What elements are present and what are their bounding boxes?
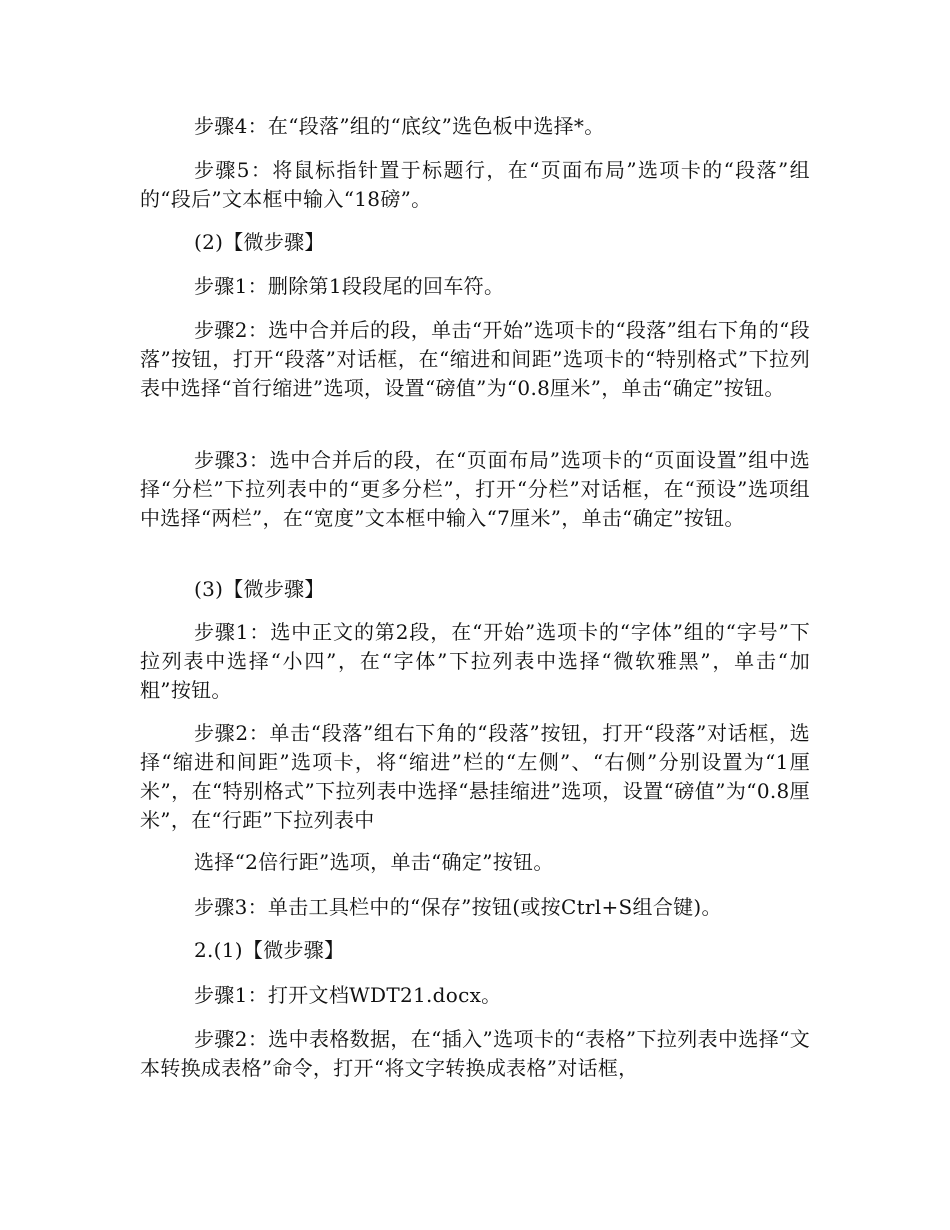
paragraph-step4-shading: 步骤4：在“段落”组的“底纹”选色板中选择*。: [194, 114, 605, 138]
paragraph-step3-columns: 步骤3：选中合并后的段，在“页面布局”选项卡的“页面设置”组中选择“分栏”下拉列表中的“更多分栏”，打开“分栏”对话框，在“预设”选项组中选择“两栏”，在“宽度”文本框中输入“7厘米”，单击“确定”按钮。: [140, 448, 810, 530]
paragraph-step3-save: 步骤3：单击工具栏中的“保存”按钮(或按Ctrl+S组合键)。: [194, 895, 722, 919]
paragraph-step1-delete-return: 步骤1：删除第1段段尾的回车符。: [194, 274, 505, 298]
paragraph-step2-first-line-indent: 步骤2：选中合并后的段，单击“开始”选项卡的“段落”组右下角的“段落”按钮，打开“段落”对话框，在“缩进和间距”选项卡的“特别格式”下拉列表中选择“首行缩进”选项，设置“磅值”为“0.8厘米”，单击“确定”按钮。: [140, 318, 810, 400]
paragraph-step2-hanging-indent: 步骤2：单击“段落”组右下角的“段落”按钮，打开“段落”对话框，选择“缩进和间距”选项卡，将“缩进”栏的“左侧”、“右侧”分别设置为“1厘米”，在“特别格式”下拉列表中选择“悬挂缩进”选项，设置“磅值”为“0.8厘米”，在“行距”下拉列表中: [140, 721, 810, 832]
paragraph-step1-open-document: 步骤1：打开文档WDT21.docx。: [194, 983, 502, 1007]
section-heading-2: (2)【微步骤】: [194, 230, 325, 254]
paragraph-step5-spacing-after: 步骤5：将鼠标指针置于标题行，在“页面布局”选项卡的“段落”组的“段后”文本框中输入“18磅”。: [140, 158, 810, 211]
paragraph-step2-text-to-table: 步骤2：选中表格数据，在“插入”选项卡的“表格”下拉列表中选择“文本转换成表格”命令，打开“将文字转换成表格”对话框，: [140, 1027, 810, 1080]
section-heading-2-1: 2.(1)【微步骤】: [194, 938, 345, 962]
paragraph-step1-font: 步骤1：选中正文的第2段，在“开始”选项卡的“字体”组的“字号”下拉列表中选择“小四”，在“字体”下拉列表中选择“微软雅黑”，单击“加粗”按钮。: [140, 620, 810, 702]
section-heading-3: (3)【微步骤】: [194, 577, 325, 601]
paragraph-line-spacing: 选择“2倍行距”选项，单击“确定”按钮。: [194, 850, 554, 874]
